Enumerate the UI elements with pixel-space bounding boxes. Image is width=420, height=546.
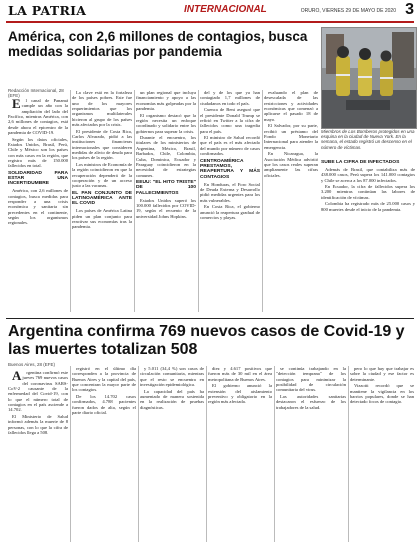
paragraph: Los ministros de Economía de la región coincidieron en que la recuperación dependerá de la cooperación y de un acceso justo a las vacunas. [72,161,132,189]
photo-caption: Miembros de Los Bomberos protegidos en una esquina en la ciudad de Nueva York. En la semana, el estado registró un descenso en el número de víctimas. [321,129,415,150]
column-divider [198,90,199,312]
masthead-rule [6,21,414,23]
subheading: CENTROAMÉRICA PRESTAMOS, REAPERTURA Y MÁS CONTAGIOS [200,158,260,180]
story1-column-3 [136,90,196,313]
paragraph: El presidente de Costa Rica, Carlos Alvarado, pidió a las instituciones financieras internacionales que consideren medidas de alivio de deuda para los países de la región. [72,128,132,161]
paragraph: Estados Unidos superó los 100.000 fallecidos por COVID-19, según el recuento de la universidad Johns Hopkins. [136,197,196,219]
paragraph: Durante el encuentro, los titulares de los ministerios de Argentina, México, Brasil, Barbados, Chile, Colombia, Cuba, Dominica, Ecuador y Paraguay coincidieron en la necesidad de estrategias comunes. [136,135,196,178]
paragraph: un plan regional que incluya financiamiento y apoyo a las economías más golpeadas por la pandemia. [136,90,196,112]
paragraph: Vizzotti recordó que se mantiene la vigilancia en los barrios populares, donde se han detectado focos de contagio. [350,383,414,405]
story2-column-5 [276,366,346,542]
subheading: SUBE LA CIFRA DE INFECTADOS [321,160,400,165]
paragraph: evaluando el plan de desescalada de las restricciones y actividades económicas que comenzó a aplicarse el pasado 18 de mayo. [264,90,318,122]
story2-headline: Argentina confirma 769 nuevos casos de Covid-19 y las muertes totalizan 508 [8,323,405,358]
paragraph: En Costa Rica, el gobierno anunció la reapertura gradual de comercios y playas. [200,204,260,220]
subheading: EL PAN CONJUNTO DE LATINOAMÉRICA ANTE EL COVID [72,190,132,207]
paragraph: Colombia ha registrado más de 25.000 casos y 800 muertes desde el inicio de la pandemia. [321,201,415,212]
paragraph: pero lo que hay que trabajar es sobre la ciudad y ese factor es determinante. [350,366,414,382]
story1-column-1 [8,98,68,313]
story1-column-5 [264,90,318,313]
column-divider [262,90,263,312]
story2-column-4 [208,366,272,542]
paragraph: De los 14.702 casos confirmados, 4.788 pacientes fueron dados de alta, según el parte diario oficial. [72,393,136,415]
dateline: ORURO, VIERNES 29 DE MAYO DE 2020 [300,8,396,14]
story1-headline: América, con 2,6 millones de contagios, busca medidas solidarias por pandemia [8,29,308,59]
paragraph: registró en el último día corresponden a la provincia de Buenos Aires y la capital del país, que concentran la mayor parte de los contagios. [72,366,136,393]
paragraph: El gobierno anunció la extensión del aislamiento preventivo y obligatorio en la región más afectada. [208,383,272,405]
paragraph: La clave está en la fortaleza de los países pobres. Este fue uno de los mayores requerimientos que los organismos multilaterales hicieron al grupo de los países más afectados por la crisis. [72,90,132,128]
paragraph: Las autoridades sanitarias destacaron el esfuerzo de los trabajadores de la salud. [276,393,346,410]
paragraph: diez y 4.617 positivos que fueron más de 30 mil en el área metropolitana de Buenos Aires. [208,366,272,382]
story1-byline: Redacción Internacional, 28 (EFE) [8,88,64,98]
paragraph: El Salvador, por su parte, recibió un préstamo del Fondo Monetario Internacional para atender la emergencia. [264,123,318,150]
story2-column-1 [8,370,68,542]
column-divider [134,90,135,312]
story2-column-6 [350,366,414,542]
column-divider [70,366,71,542]
paragraph: El Ministerio de Salud informó además la muerte de 8 personas, con lo que la cifra de fallecidos llega a 508. [8,413,68,435]
story2-byline: Buenos Aires, 28 (EFE) [8,362,56,367]
story1-column-2 [72,90,132,313]
story-divider [6,318,414,319]
newspaper-logo: LA PATRIA [8,3,87,18]
story1-column-4 [200,90,260,313]
paragraph: En Honduras, el Foro Social de Deuda Externa y Desarrollo pidió medidas urgentes para los más vulnerables. [200,181,260,203]
column-divider [138,366,139,542]
page-number: 3 [405,1,414,18]
paragraph: El ministro de Salud recordó que el país es el más afectado del mundo por número de casos confirmados. [200,135,260,157]
story2-column-3 [140,366,204,542]
paragraph: Según los datos oficiales, Estados Unidos, Brasil, Perú, Chile y México son los países con más casos en la región, que registra más de 150.000 fallecidos en total. [8,136,68,169]
paragraph: En Nicaragua, la Asociación Médica advirtió que los casos reales superan ampliamente las cifras oficiales. [264,151,318,178]
column-divider [348,366,349,542]
paragraph: Argentina confirmó este jueves 769 nuevos casos del coronavirus SARS-CoV-2 causante de la enfermedad del Covid-19, con lo que el número total de contagios en el país asciende a 14.702. [8,370,68,413]
paragraph: La capacidad del país ha aumentado de manera sostenida en la realización de pruebas diagnósticas. [140,388,204,410]
paragraph: América, con 2,6 millones de contagios, busca medidas para responder a una crisis económica y sanitaria sin precedentes en el continente, según los organismos regionales. [8,188,68,226]
story1-column-6 [321,158,415,313]
column-divider [206,366,207,542]
column-divider [70,90,71,312]
paragraph: El organismo destacó que la región necesita un enfoque coordinado y solidario entre los gobiernos para superar la crisis. [136,112,196,134]
story2-column-2 [72,366,136,542]
paragraph: del y de los que ya han contagiado 1,7 millones de ciudadanos en todo el país. [200,90,260,106]
paragraph: se continúa trabajando en la "detección temprana" de los contagios para minimizar la posibilidad de circulación comunitaria del virus. [276,366,346,393]
paragraph: En Ecuador, la cifra de fallecidos supera los 3.200 mientras continúan las labores de identificación de víctimas. [321,184,415,200]
paragraph: Además de Brasil, que contabiliza más de 438.000 casos, Perú supera los 141.000 contagios y Chile se acerca a los 87.000 infectados. [321,166,415,183]
paragraph: y 5.011 (34,4 %) son casos de circulación comunitaria, mientras que el resto se encuentra en investigación epidemiológica. [140,366,204,388]
section-title: INTERNACIONAL [184,4,267,15]
paragraph: Cuenca de Beni aseguró que el presidente Donald Trump se refirió en Twitter a la cifra de fallecidos como una tragedia para el país. [200,107,260,134]
subheading: EEUU: "EL HITO TRISTE" DE 100 FALLECIMIENTOS [136,179,196,196]
subheading: SOLIDARIDAD PARA ESTAR UNA INCERTIDUMBRE [8,170,68,187]
photo-firefighters-image [322,28,416,128]
paragraph: El canal de Panamá cumple un año con la ampliación del lado del Pacífico, mientras América, con 2,6 millones de contagios, está desde ahora el epicentro de la pandemia de COVID-19. [8,98,68,136]
news-photo [321,27,417,129]
paragraph: Los países de América Latina piden un plan conjunto para reactivar sus economías tras la pandemia. [72,208,132,230]
column-divider [274,366,275,542]
